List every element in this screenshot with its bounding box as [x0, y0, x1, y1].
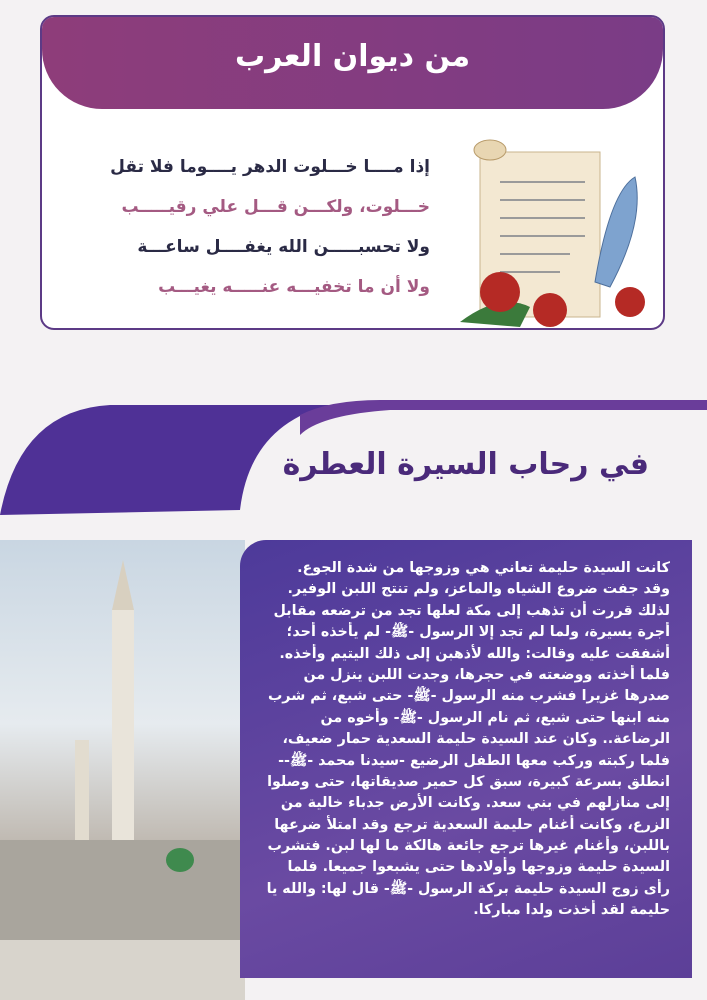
story-line: منه ابنها حتى شبع، ثم نام الرسول -ﷺ- وأخوه من — [320, 709, 670, 726]
poem-line: إذا مــــا خـــلوت الدهر يــــوما فلا تقل — [110, 157, 430, 177]
story-line: لذلك قررت أن تذهب إلى مكة لعلها تجد من ترضعه مقابل — [273, 602, 670, 619]
diwan-title: من ديوان العرب — [234, 39, 471, 74]
story-line: حليمة لقد أخذت ولدا مباركا. — [473, 902, 670, 919]
story-line: كانت السيدة حليمة تعاني هي وزوجها من شدة الجوع. — [297, 560, 670, 576]
story-line: صدرها غزيرا فشرب منه الرسول -ﷺ- حتى شبع، ثم شرب — [267, 688, 670, 705]
diwan-header — [42, 17, 663, 109]
poem-line: خـــلوت، ولكـــن قـــل علي رقيـــــب — [121, 197, 430, 217]
story-text — [260, 558, 670, 922]
story-line: فلما أخذته ووضعته في حجرها، وجدت اللبن ينزل من — [303, 666, 670, 683]
story-line: الزرع، وكانت أغنام حليمة السعدية ترجع وقد امتلأ ضرعها — [274, 816, 670, 833]
story-box — [240, 540, 692, 978]
section-title: في رحاب السيرة العطرة — [282, 447, 649, 482]
scroll-quill-illustration — [460, 132, 650, 330]
diwan-card — [40, 15, 665, 330]
poem-line: ولا أن ما تخفيـــه عنـــــه يغيـــب — [158, 277, 430, 297]
story-line: إلى منازلهم في بني سعد. وكانت الأرض جدباء خالية من — [280, 795, 670, 812]
story-line: باللبن، وأغنام غيرها ترجع جائعة هالكة ما لها لبن. فتشرب — [267, 838, 670, 855]
story-line: السيدة حليمة وزوجها وأولادها حتى يشبعوا جميعا. فلما — [287, 859, 670, 876]
story-line: الرضاعة.. وكان عند السيدة حليمة السعدية حمار ضعيف، — [282, 731, 670, 748]
story-line: أشفقت عليه وقالت: والله لأذهبن إلى ذلك اليتيم وأخذه. — [279, 645, 670, 662]
story-line: أجرة يسيرة، ولما لم تجد إلا الرسول -ﷺ- لم يأخذه أحد؛ — [286, 624, 670, 641]
story-line: انطلق بسرعة كبيرة، سبق كل حمير صديقاتها، حتى وصلوا — [267, 773, 670, 790]
story-line: رأى زوج السيدة حليمة بركة الرسول -ﷺ- قال لها: والله يا — [266, 880, 670, 897]
story-line: فلما ركبته وركب معها الطفل الرضيع -سيدنا محمد -ﷺ-- — [278, 752, 670, 769]
poem-line: ولا تحسبـــــن الله يغفــــل ساعـــة — [137, 237, 430, 257]
poem — [80, 147, 430, 307]
mosque-photo — [0, 540, 245, 1000]
story-line: وقد جفت ضروع الشياه والماعز، ولم تنتج اللبن الوفير. — [287, 581, 670, 598]
